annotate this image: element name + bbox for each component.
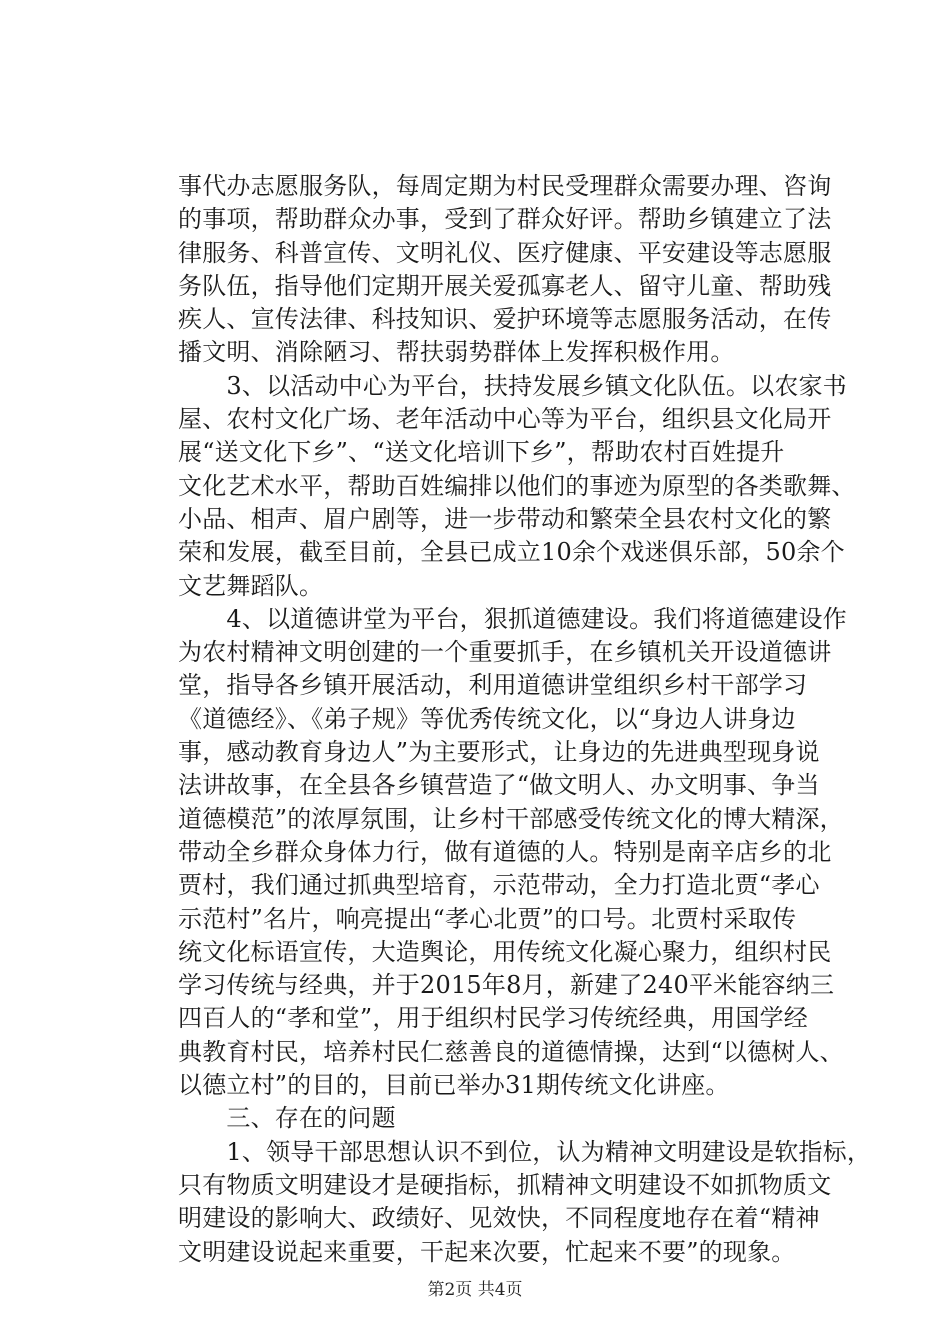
text-line: 疾人、宣传法律、科技知识、爱护环境等志愿服务活动，在传 <box>178 305 832 334</box>
text-line: 文明建设说起来重要，干起来次要，忙起来不要”的现象。 <box>178 1237 796 1266</box>
section-heading: 三、存在的问题 <box>178 1104 396 1133</box>
text-line: 事代办志愿服务队，每周定期为村民受理群众需要办理、咨询 <box>178 172 832 200</box>
text-line: 四百人的“孝和堂”，用于组织村民学习传统经典，用国学经 <box>178 1004 808 1033</box>
page-number-footer: 第2页 共4页 <box>427 1280 523 1300</box>
text-line: 法讲故事，在全县各乡镇营造了“做文明人、办文明事、争当 <box>178 771 820 800</box>
text-line: 堂，指导各乡镇开展活动，利用道德讲堂组织乡村干部学习 <box>178 671 808 700</box>
text-line: 明建设的影响大、政绩好、见效快，不同程度地存在着“精神 <box>178 1204 820 1233</box>
text-line: 带动全乡群众身体力行，做有道德的人。特别是南辛店乡的北 <box>178 837 832 866</box>
text-line: 荣和发展，截至目前，全县已成立10余个戏迷俱乐部，50余个 <box>178 538 845 567</box>
text-line: 文艺舞蹈队。 <box>178 571 324 600</box>
text-line: 律服务、科普宣传、文明礼仪、医疗健康、平安建设等志愿服 <box>178 238 832 267</box>
text-line: 贾村，我们通过抓典型培育，示范带动，全力打造北贾“孝心 <box>178 871 820 900</box>
text-line: 展“送文化下乡”、“送文化培训下乡”，帮助农村百姓提升 <box>178 438 785 467</box>
text-line: 事，感动教育身边人”为主要形式，让身边的先进典型现身说 <box>178 738 820 767</box>
text-line: 屋、农村文化广场、老年活动中心等为平台，组织县文化局开 <box>178 405 832 434</box>
text-line: 以德立村”的目的，目前已举办31期传统文化讲座。 <box>178 1071 730 1100</box>
text-line: 道德模范”的浓厚氛围，让乡村干部感受传统文化的博大精深， <box>178 804 844 833</box>
text-line: 《道德经》、《弟子规》等优秀传统文化，以“身边人讲身边 <box>178 704 796 733</box>
text-line: 小品、相声、眉户剧等，进一步带动和繁荣全县农村文化的繁 <box>178 504 832 533</box>
text-line: 学习传统与经典，并于2015年8月，新建了240平米能容纳三 <box>178 971 835 1000</box>
text-line: 文化艺术水平，帮助百姓编排以他们的事迹为原型的各类歌舞、 <box>178 471 856 500</box>
text-line: 为农村精神文明创建的一个重要抓手，在乡镇机关开设道德讲 <box>178 638 832 667</box>
text-line: 4、以道德讲堂为平台，狠抓道德建设。我们将道德建设作 <box>178 604 847 633</box>
text-line: 只有物质文明建设才是硬指标，抓精神文明建设不如抓物质文 <box>178 1170 832 1199</box>
text-line: 3、以活动中心为平台，扶持发展乡镇文化队伍。以农家书 <box>178 371 847 400</box>
body-text <box>178 170 872 1269</box>
text-line: 统文化标语宣传，大造舆论，用传统文化凝心聚力，组织村民 <box>178 937 832 966</box>
text-line: 1、领导干部思想认识不到位，认为精神文明建设是软指标， <box>178 1137 872 1166</box>
text-line: 典教育村民，培养村民仁慈善良的道德情操，达到“以德树人、 <box>178 1037 844 1066</box>
text-line: 示范村”名片，响亮提出“孝心北贾”的口号。北贾村采取传 <box>178 904 797 933</box>
text-line: 务队伍，指导他们定期开展关爱孤寡老人、留守儿童、帮助残 <box>178 271 832 300</box>
text-line: 的事项，帮助群众办事，受到了群众好评。帮助乡镇建立了法 <box>178 205 832 234</box>
text-line: 播文明、消除陋习、帮扶弱势群体上发挥积极作用。 <box>178 338 735 367</box>
